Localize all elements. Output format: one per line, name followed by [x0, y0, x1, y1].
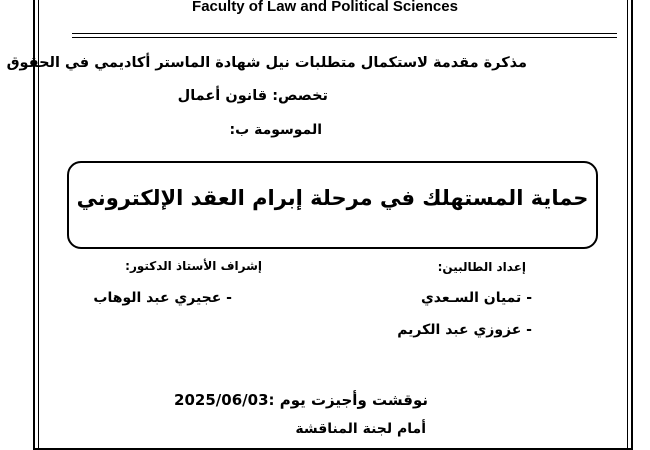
student-name-2: - عزوزي عبد الكريم [397, 322, 532, 338]
supervisor-name: - عجيري عبد الوهاب [93, 290, 232, 306]
supervisor-label: إشراف الأستاذ الدكتور: [125, 259, 262, 273]
faculty-name: Faculty of Law and Political Sciences [192, 0, 458, 15]
student-name-1: - تميان السـعدي [420, 290, 532, 306]
specialization: تخصص: قانون أعمال [177, 88, 328, 104]
thesis-title: حماية المستهلك في مرحلة إبرام العقد الإلكتروني [76, 186, 589, 210]
thesis-statement: مذكرة مقدمة لاستكمال متطلبات نيل شهادة الماستر أكاديمي في الحقوق [6, 55, 527, 71]
header-divider-bottom [72, 37, 617, 38]
header-divider-top [72, 33, 617, 34]
defense-committee: أمام لجنة المناقشة [295, 421, 426, 437]
students-label: إعداد الطالبين: [437, 260, 526, 274]
defense-date: نوقشت وأجيزت يوم :2025/06/03 [174, 391, 428, 409]
thesis-title-box [67, 161, 598, 249]
titled-label: الموسومة ب: [229, 122, 322, 138]
